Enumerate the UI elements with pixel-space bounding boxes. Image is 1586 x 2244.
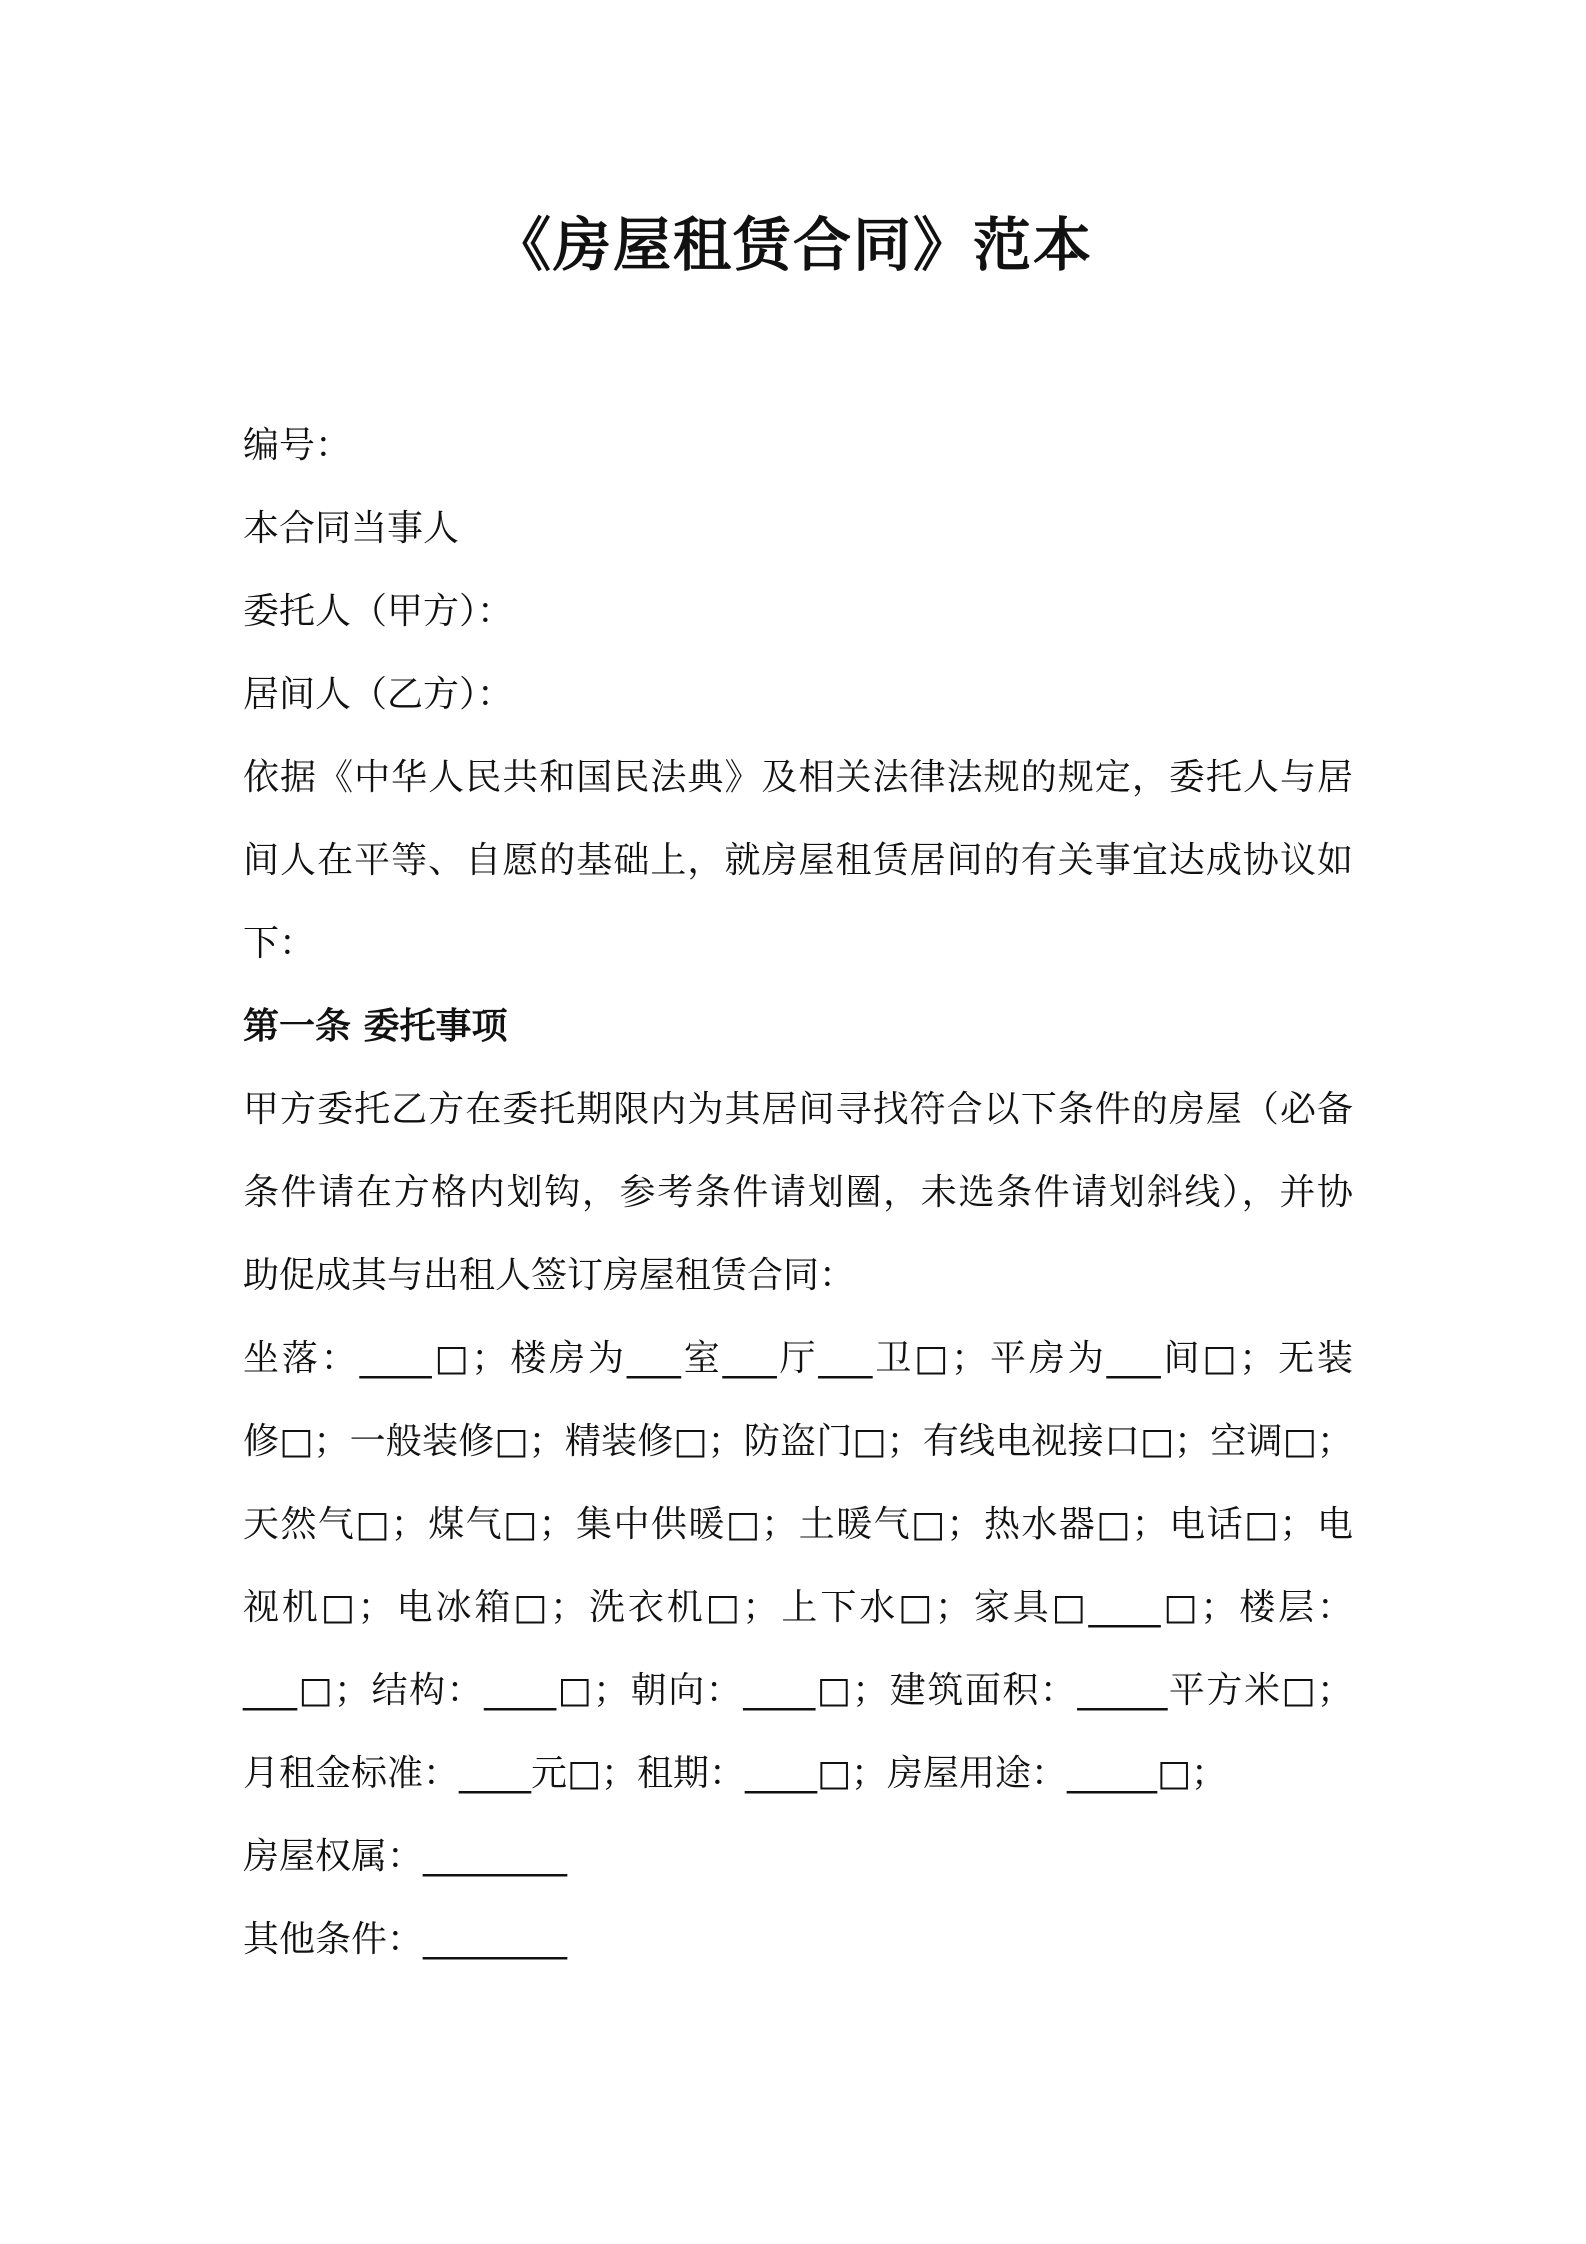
article-1-line-2: 条件请在方格内划钩，参考条件请划圈，未选条件请划斜线），并协	[243, 1172, 1353, 1213]
conditions-line-4: 视机□；电冰箱□；洗衣机□；上下水□；家具□____□；楼层：	[243, 1587, 1353, 1628]
article-1-heading: 第一条 委托事项	[243, 1006, 508, 1047]
parties-heading: 本合同当事人	[243, 508, 460, 549]
party-a-line: 委托人（甲方）：	[243, 591, 514, 632]
preamble-line-1: 依据《中华人民共和国民法典》及相关法律法规的规定，委托人与居	[243, 757, 1353, 798]
conditions-line-5: ___□；结构：____□；朝向：____□；建筑面积：_____平方米□；	[243, 1670, 1353, 1711]
article-1-line-3: 助促成其与出租人签订房屋租赁合同：	[243, 1255, 856, 1296]
preamble-line-3: 下：	[243, 923, 316, 964]
ownership-line: 房屋权属：________	[243, 1836, 568, 1877]
conditions-line-3: 天然气□；煤气□；集中供暖□；土暖气□；热水器□；电话□；电	[243, 1504, 1353, 1545]
document-body	[243, 404, 1353, 1981]
conditions-line-6: 月租金标准：____元□；租期：____□；房屋用途：_____□；	[243, 1753, 1228, 1794]
document-title: 《房屋租赁合同》范本	[492, 211, 1093, 279]
conditions-line-2: 修□；一般装修□；精装修□；防盗门□；有线电视接口□；空调□；	[243, 1421, 1353, 1462]
contract-number-line: 编号：	[243, 425, 352, 466]
preamble-line-2: 间人在平等、自愿的基础上，就房屋租赁居间的有关事宜达成协议如	[243, 840, 1353, 881]
article-1-line-1: 甲方委托乙方在委托期限内为其居间寻找符合以下条件的房屋（必备	[243, 1089, 1353, 1130]
conditions-line-1: 坐落：____□；楼房为___室___厅___卫□；平房为___间□；无装	[243, 1338, 1353, 1379]
other-conditions-line: 其他条件：________	[243, 1919, 568, 1960]
party-b-line: 居间人（乙方）：	[243, 674, 514, 715]
